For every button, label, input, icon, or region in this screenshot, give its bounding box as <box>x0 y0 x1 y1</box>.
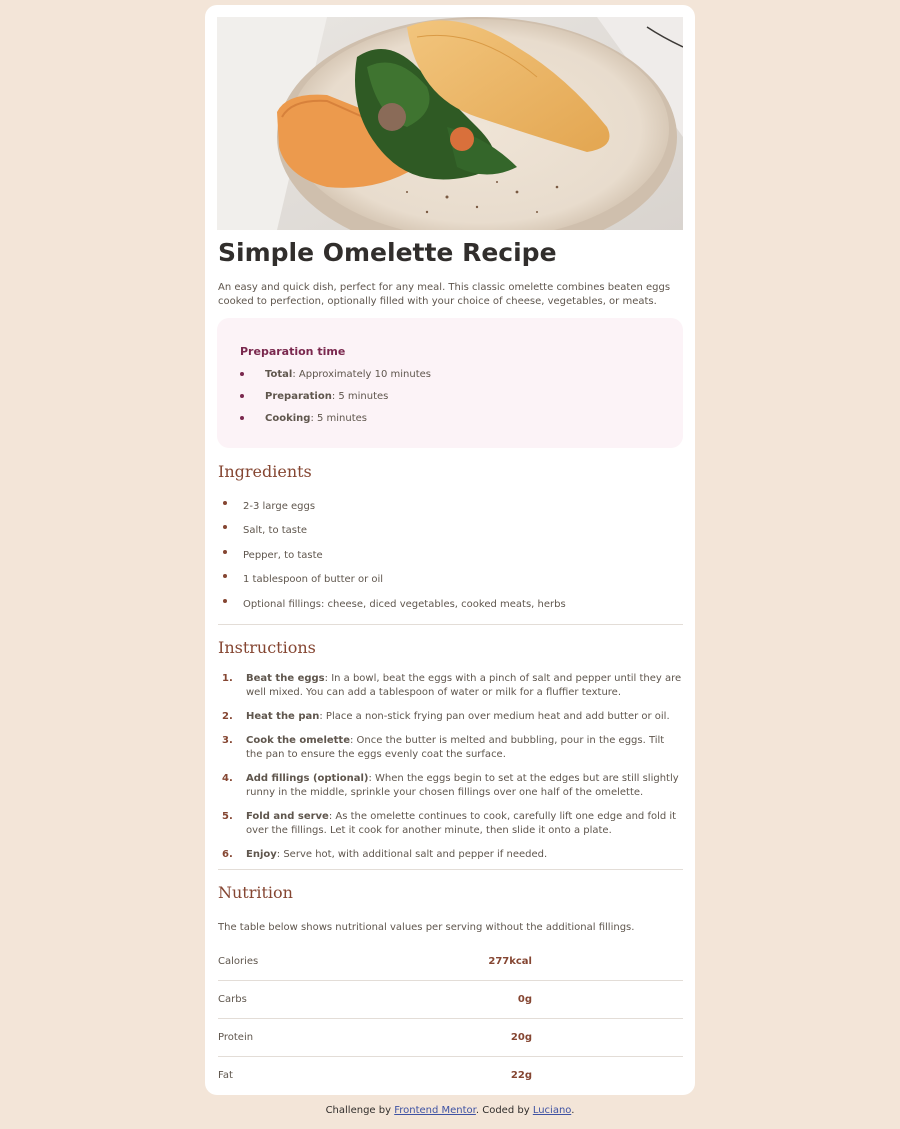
preparation-box <box>217 318 683 448</box>
nutrition-label: Calories <box>218 956 259 967</box>
table-row <box>218 1019 683 1057</box>
author-link[interactable]: Luciano <box>532 1105 572 1116</box>
nutrition-heading: Nutrition <box>218 883 293 902</box>
nutrition-value: 22g <box>510 1070 532 1081</box>
instructions-list <box>222 672 683 868</box>
list-item: 1. Beat the eggs: In a bowl, beat the eggs with a pinch of salt and pepper until they are well mixed. You can add a tablespoon of water or milk for a fluffier texture. <box>222 673 682 698</box>
omelette-image <box>217 17 683 230</box>
list-item: 5. Fold and serve: As the omelette continues to cook, carefully lift one edge and fold it over the fillings. Let it cook for another minute, then slide it onto a plate. <box>222 811 677 836</box>
table-row <box>218 1057 683 1095</box>
recipe-title: Simple Omelette Recipe <box>218 238 557 267</box>
list-item: 6. Enjoy: Serve hot, with additional salt and pepper if needed. <box>222 849 548 860</box>
instructions-heading: Instructions <box>218 638 316 657</box>
list-item: Total: Approximately 10 minutes <box>240 368 431 390</box>
nutrition-label: Protein <box>218 1032 254 1043</box>
nutrition-label: Fat <box>218 1070 233 1081</box>
nutrition-table <box>218 943 683 1095</box>
divider <box>218 869 683 870</box>
list-item: Cooking: 5 minutes <box>240 412 431 434</box>
list-item: 2-3 large eggs <box>223 500 566 524</box>
frontend-mentor-link[interactable]: Frontend Mentor <box>394 1105 476 1116</box>
nutrition-intro: The table below shows nutritional values per serving without the additional fillings. <box>218 922 635 933</box>
recipe-card <box>205 5 695 1095</box>
list-item: Pepper, to taste <box>223 549 566 573</box>
recipe-intro: An easy and quick dish, perfect for any meal. This classic omelette combines beaten eggs cooked to perfection, optionally filled with your choice of cheese, vegetables, or meats. <box>218 282 671 307</box>
preparation-list <box>240 368 431 434</box>
nutrition-value: 277kcal <box>488 956 532 967</box>
preparation-title: Preparation time <box>240 345 346 358</box>
attribution-footer: Challenge by Frontend Mentor. Coded by Luciano. <box>325 1105 575 1116</box>
ingredients-heading: Ingredients <box>218 462 312 481</box>
table-row <box>218 943 683 981</box>
list-item: 3. Cook the omelette: Once the butter is melted and bubbling, pour in the eggs. Tilt the pan to ensure the eggs evenly coat the surface. <box>222 735 665 760</box>
list-item: 2. Heat the pan: Place a non-stick frying pan over medium heat and add butter or oil. <box>222 711 670 722</box>
table-row <box>218 981 683 1019</box>
nutrition-value: 20g <box>510 1032 532 1043</box>
list-item: Salt, to taste <box>223 524 566 548</box>
list-item: 4. Add fillings (optional): When the eggs begin to set at the edges but are still slightly runny in the middle, sprinkle your chosen fillings over one half of the omelette. <box>222 773 679 798</box>
divider <box>218 624 683 625</box>
ingredients-list <box>223 500 566 622</box>
list-item: Preparation: 5 minutes <box>240 390 431 412</box>
list-item: Optional fillings: cheese, diced vegetables, cooked meats, herbs <box>223 598 566 622</box>
nutrition-label: Carbs <box>218 994 247 1005</box>
list-item: 1 tablespoon of butter or oil <box>223 573 566 597</box>
nutrition-value: 0g <box>517 994 532 1005</box>
